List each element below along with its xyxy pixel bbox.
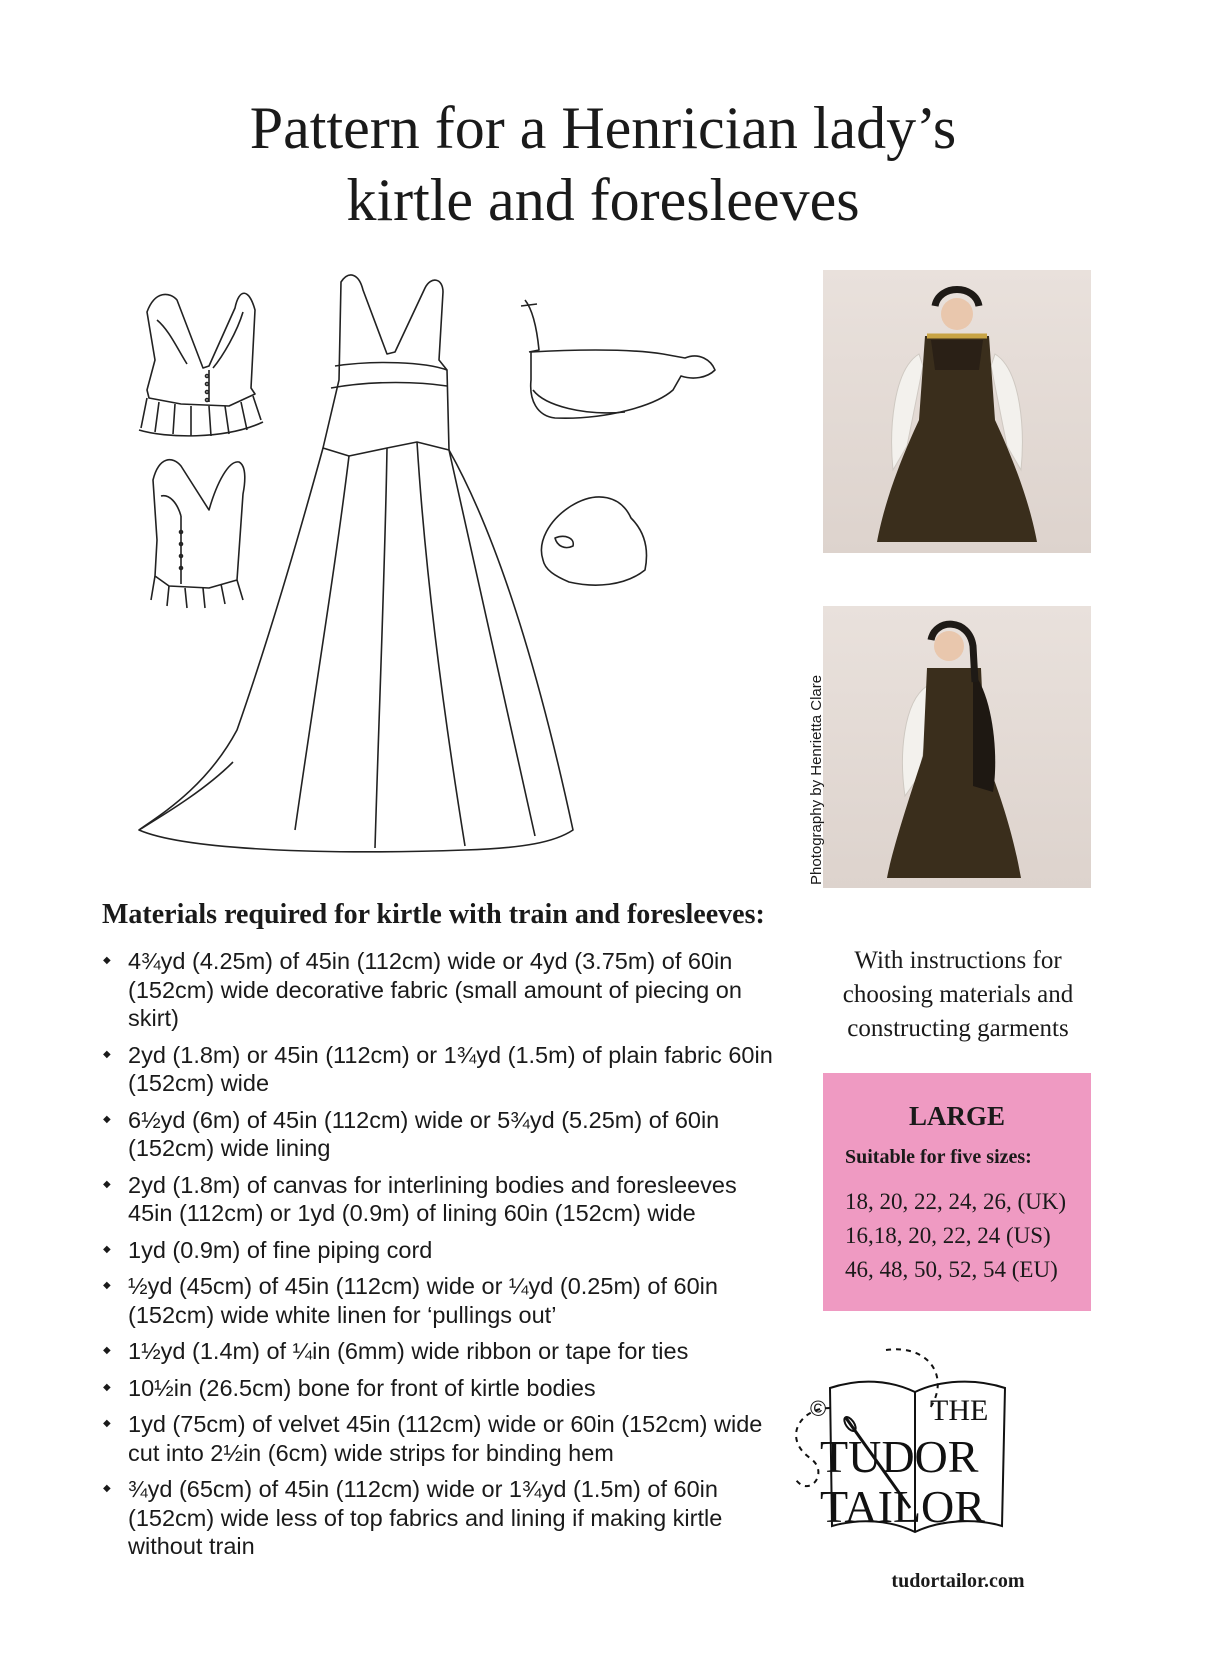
materials-heading: Materials required for kirtle with train and foresleeves: — [102, 899, 765, 930]
instructions-line-1: With instructions for — [854, 947, 1062, 974]
instructions-line-2: choosing materials and — [842, 981, 1074, 1008]
garment-line-drawing — [125, 270, 765, 870]
logo-tudor: TUDOR — [820, 1431, 979, 1482]
photo-kirtle-front — [823, 270, 1091, 553]
page-title — [0, 92, 1206, 236]
photo-kirtle-side — [823, 606, 1091, 888]
bodice-back-sketch — [151, 460, 245, 608]
title-line-1: Pattern for a Henrician lady’s — [249, 95, 957, 161]
bodice-front-sketch — [139, 293, 263, 436]
list-item: ◆ ½yd (45cm) of 45in (112cm) wide or ¼yd (0.25m) of 60in (152cm) wide white linen for ‘pullings out’ — [102, 1272, 782, 1329]
list-item: ◆ 1yd (0.9m) of fine piping cord — [102, 1236, 782, 1265]
instructions-line-3: constructing garments — [847, 1015, 1069, 1042]
foresleeve-sketch — [521, 300, 715, 585]
instructions-note — [820, 944, 1096, 1046]
size-eu: 46, 48, 50, 52, 54 (EU) — [845, 1257, 1058, 1282]
list-item: ◆ 6½yd (6m) of 45in (112cm) wide or 5¾yd (5.25m) of 60in (152cm) wide lining — [102, 1106, 782, 1163]
list-item: ◆ 4¾yd (4.25m) of 45in (112cm) wide or 4yd (3.75m) of 60in (152cm) wide decorative fabric (small amount of piecing on skirt) — [102, 947, 782, 1033]
list-item: ◆ ¾yd (65cm) of 45in (112cm) wide or 1¾yd (1.5m) of 60in (152cm) wide less of top fabrics and lining if making kirtle without train — [102, 1475, 782, 1561]
size-us: 16,18, 20, 22, 24 (US) — [845, 1223, 1051, 1248]
photo-credit: Photography by Henrietta Clare — [808, 674, 825, 885]
list-item: ◆ 10½in (26.5cm) bone for front of kirtle bodies — [102, 1374, 782, 1403]
size-list — [845, 1185, 1066, 1287]
kirtle-with-train-sketch — [139, 275, 573, 852]
list-item: ◆ 1yd (75cm) of velvet 45in (112cm) wide or 60in (152cm) wide cut into 2½in (6cm) wide strips for binding hem — [102, 1410, 782, 1467]
logo-tailor: TAILOR — [820, 1481, 985, 1532]
photo-figure-front — [823, 270, 1091, 553]
title-line-2: kirtle and foresleeves — [346, 167, 860, 233]
copyright-mark: © — [810, 1396, 827, 1421]
size-subtitle: Suitable for five sizes: — [845, 1146, 1032, 1168]
list-item: ◆ 2yd (1.8m) of canvas for interlining bodies and foresleeves 45in (112cm) or 1yd (0.9m) of lining 60in (152cm) wide — [102, 1171, 782, 1228]
list-item: ◆ 2yd (1.8m) or 45in (112cm) or 1¾yd (1.5m) of plain fabric 60in (152cm) wide — [102, 1041, 782, 1098]
tudor-tailor-logo — [790, 1348, 1090, 1548]
website-url: tudortailor.com — [891, 1570, 1025, 1592]
photo-figure-side — [823, 606, 1091, 888]
size-name: LARGE — [908, 1101, 1006, 1131]
list-item: ◆ 1½yd (1.4m) of ¼in (6mm) wide ribbon or tape for ties — [102, 1337, 782, 1366]
materials-list — [102, 947, 782, 1569]
size-uk: 18, 20, 22, 24, 26, (UK) — [845, 1189, 1067, 1214]
size-box — [823, 1073, 1091, 1311]
logo-the: THE — [930, 1394, 989, 1427]
